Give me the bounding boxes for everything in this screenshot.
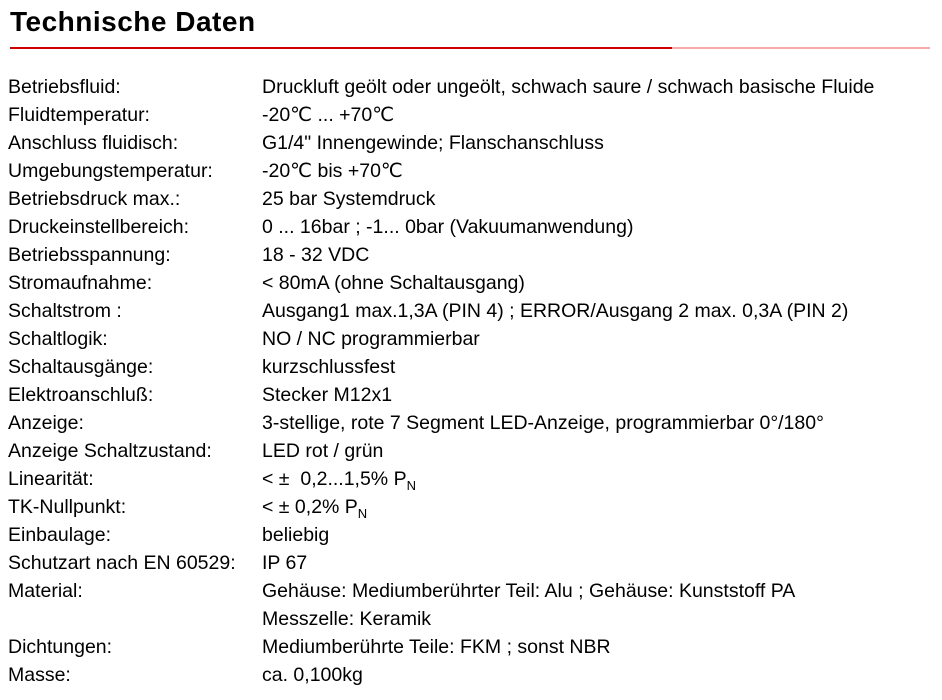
spec-value <box>262 437 942 465</box>
spec-row <box>8 521 942 549</box>
spec-label: Anzeige: <box>8 411 84 434</box>
spec-row <box>8 157 942 185</box>
spec-label: Betriebsspannung: <box>8 243 171 266</box>
spec-row <box>8 269 942 297</box>
spec-value-text: Mediumberührte Teile: FKM ; sonst NBR <box>262 635 611 658</box>
spec-value-text: 3-stellige, rote 7 Segment LED-Anzeige, programmierbar 0°/180° <box>262 411 824 434</box>
spec-value-line <box>262 269 942 297</box>
spec-value <box>262 241 942 269</box>
spec-label: Einbaulage: <box>8 523 112 546</box>
spec-row <box>8 381 942 409</box>
spec-row <box>8 185 942 213</box>
spec-value <box>262 325 942 353</box>
spec-row <box>8 73 942 101</box>
spec-value <box>262 185 942 213</box>
spec-label: Druckeinstellbereich: <box>8 215 189 238</box>
spec-value <box>262 157 942 185</box>
spec-row <box>8 213 942 241</box>
spec-value <box>262 633 942 661</box>
spec-value-text: < ± 0,2...1,5% P <box>262 467 407 490</box>
spec-value-text: Messzelle: Keramik <box>262 607 432 630</box>
spec-value-text: Stecker M12x1 <box>262 383 393 406</box>
spec-value-subscript: N <box>406 477 416 493</box>
spec-value-text: Druckluft geölt oder ungeölt, schwach saure / schwach basische Fluide <box>262 75 875 98</box>
spec-value-line <box>262 213 942 241</box>
spec-value-line <box>262 493 942 521</box>
spec-row <box>8 633 942 661</box>
spec-value-subscript: N <box>357 505 368 521</box>
spec-label: Schaltstrom : <box>8 299 122 322</box>
spec-row <box>8 241 942 269</box>
spec-label: Betriebsfluid: <box>8 75 121 98</box>
spec-value-text: < 80mA (ohne Schaltausgang) <box>262 271 525 294</box>
spec-value-line <box>262 129 942 157</box>
spec-value-line <box>262 437 942 465</box>
spec-value-text: LED rot / grün <box>262 439 384 462</box>
spec-value-text: NO / NC programmierbar <box>262 327 480 350</box>
spec-label: Stromaufnahme: <box>8 271 153 294</box>
spec-value-text: beliebig <box>262 523 330 546</box>
spec-value <box>262 465 942 493</box>
spec-row <box>8 325 942 353</box>
spec-row <box>8 661 942 689</box>
spec-value-line <box>262 185 942 213</box>
spec-row <box>8 577 942 633</box>
spec-label: Anzeige Schaltzustand: <box>8 439 212 462</box>
spec-label: Masse: <box>8 663 71 686</box>
spec-row <box>8 465 942 493</box>
spec-row <box>8 297 942 325</box>
spec-value-line <box>262 409 942 437</box>
spec-value-line <box>262 101 942 129</box>
spec-value <box>262 493 942 521</box>
spec-value <box>262 101 942 129</box>
spec-label: Material: <box>8 579 83 602</box>
spec-label: Elektroanschluß: <box>8 383 154 406</box>
divider-light-segment <box>672 47 930 49</box>
divider-dark-segment <box>10 47 672 49</box>
title-divider <box>10 47 930 49</box>
spec-value-text: -20℃ bis +70℃ <box>262 159 403 182</box>
spec-value-line <box>262 157 942 185</box>
spec-value <box>262 521 942 549</box>
spec-value <box>262 269 942 297</box>
spec-value-line <box>262 325 942 353</box>
spec-value-line <box>262 549 942 577</box>
spec-label: Anschluss fluidisch: <box>8 131 179 154</box>
spec-value <box>262 297 942 325</box>
spec-value-text: ca. 0,100kg <box>262 663 363 686</box>
spec-value-line <box>262 521 942 549</box>
spec-value-text: -20℃ ... +70℃ <box>262 103 395 126</box>
spec-value-text: kurzschlussfest <box>262 355 396 378</box>
page-title: Technische Daten <box>10 6 256 37</box>
spec-row <box>8 129 942 157</box>
spec-value <box>262 661 942 689</box>
spec-label: TK-Nullpunkt: <box>8 495 127 518</box>
spec-value <box>262 353 942 381</box>
spec-value-line <box>262 241 942 269</box>
spec-value <box>262 549 942 577</box>
spec-value-text: 0 ... 16bar ; -1... 0bar (Vakuumanwendung) <box>262 215 634 238</box>
spec-value <box>262 213 942 241</box>
spec-value-line <box>262 577 942 605</box>
spec-value-text: Gehäuse: Mediumberührter Teil: Alu ; Gehäuse: Kunststoff PA <box>262 579 796 602</box>
spec-value <box>262 409 942 437</box>
spec-row <box>8 549 942 577</box>
spec-value-text: < ± 0,2% P <box>262 495 358 518</box>
spec-value-line <box>262 353 942 381</box>
spec-value-text: G1/4" Innengewinde; Flanschanschluss <box>262 131 604 154</box>
spec-value <box>262 381 942 409</box>
spec-value-text: 25 bar Systemdruck <box>262 187 436 210</box>
spec-value-line <box>262 661 942 689</box>
spec-row <box>8 101 942 129</box>
spec-label: Betriebsdruck max.: <box>8 187 181 210</box>
spec-row <box>8 437 942 465</box>
spec-row <box>8 409 942 437</box>
spec-value-text: 18 - 32 VDC <box>262 243 370 266</box>
spec-label: Umgebungstemperatur: <box>8 159 213 182</box>
spec-value-line <box>262 297 942 325</box>
spec-value <box>262 577 942 633</box>
spec-label: Schaltlogik: <box>8 327 108 350</box>
spec-value-line <box>262 465 942 493</box>
spec-label: Linearität: <box>8 467 94 490</box>
spec-table <box>0 73 942 689</box>
spec-row <box>8 353 942 381</box>
spec-value-line <box>262 605 942 633</box>
spec-value-line <box>262 73 942 101</box>
spec-value-text: IP 67 <box>262 551 308 574</box>
spec-row <box>8 493 942 521</box>
spec-value <box>262 73 942 101</box>
spec-label: Dichtungen: <box>8 635 113 658</box>
spec-value-line <box>262 381 942 409</box>
spec-label: Fluidtemperatur: <box>8 103 150 126</box>
spec-value-text: Ausgang1 max.1,3A (PIN 4) ; ERROR/Ausgang 2 max. 0,3A (PIN 2) <box>262 299 849 322</box>
spec-label: Schutzart nach EN 60529: <box>8 551 236 574</box>
spec-value <box>262 129 942 157</box>
spec-value-line <box>262 633 942 661</box>
spec-label: Schaltausgänge: <box>8 355 154 378</box>
